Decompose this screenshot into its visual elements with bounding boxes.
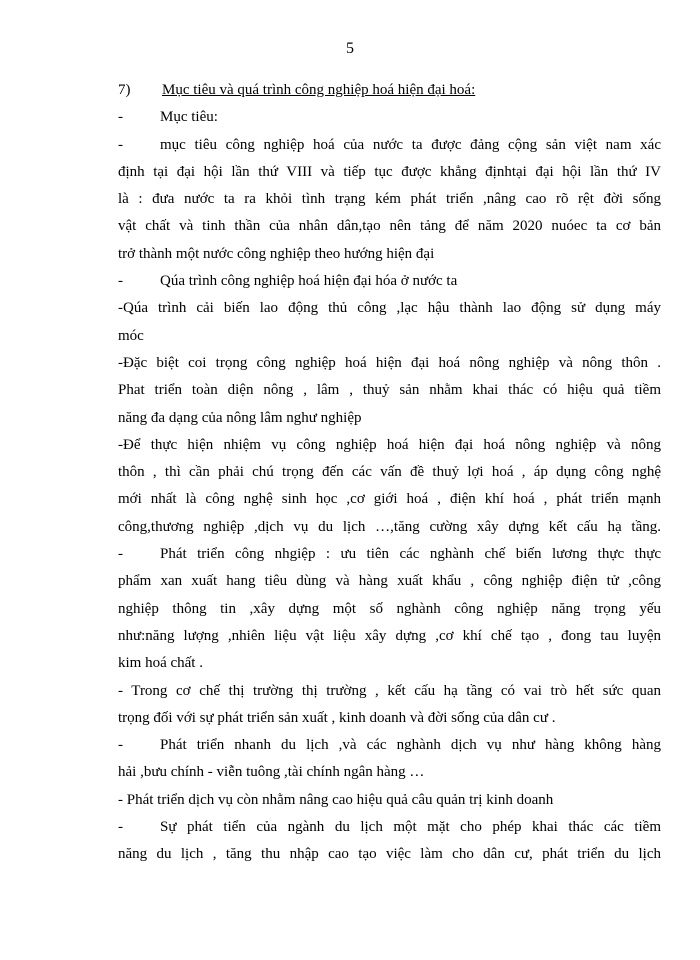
line-text: - Phát triển dịch vụ còn nhằm nâng cao hiệu quả câu quản trị kinh doanh — [118, 791, 554, 808]
section-heading — [118, 77, 661, 104]
text-line — [118, 596, 661, 623]
text-line — [118, 623, 661, 650]
line-text: Phat triển toàn diện nông , lâm , thuỷ sản nhằm khai thác có hiệu quả tiềm — [118, 382, 661, 399]
line-text: phẩm xan xuất hang tiêu dùng và hàng xuất khẩu , công nghiệp điện tử ,công — [118, 573, 661, 590]
text-line — [118, 514, 661, 541]
text-line — [118, 541, 661, 568]
text-line — [118, 186, 661, 213]
text-line — [118, 295, 661, 322]
text-line — [118, 787, 661, 814]
text-line — [118, 104, 661, 131]
list-dash: - — [118, 546, 123, 563]
text-line — [118, 268, 661, 295]
paragraph-lines — [118, 104, 661, 868]
line-text: Sự phát tiển của ngành du lịch một mặt cho phép khai thác các tiềm — [160, 819, 661, 836]
text-line — [118, 213, 661, 240]
text-line — [118, 241, 661, 268]
line-text: -Để thực hiện nhiệm vụ công nghiệp hoá hiện đại hoá nông nghiệp và nông — [118, 436, 661, 453]
list-dash: - — [118, 819, 123, 836]
list-dash: - — [118, 109, 123, 126]
text-line — [118, 841, 661, 868]
line-text: định tại đại hội lần thứ VIII và tiếp tục được khẳng địnhtại đại hội lần thứ IV — [118, 163, 661, 180]
text-line — [118, 377, 661, 404]
line-text: năng đa dạng của nông lâm nghư nghiệp — [118, 409, 362, 426]
line-text: -Đặc biệt coi trọng công nghiệp hoá hiện đại hoá nông nghiệp và nông thôn . — [118, 354, 661, 371]
line-text: thôn , thì cần phải chú trọng đến các vấn đề thuỷ lợi hoá , áp dụng công nghệ — [118, 464, 661, 481]
page-number: 5 — [346, 40, 354, 57]
line-text: mục tiêu công nghiệp hoá của nước ta được đảng cộng sản việt nam xác — [160, 136, 661, 153]
text-line — [118, 350, 661, 377]
line-text: như:năng lượng ,nhiên liệu vật liệu xây dựng ,cơ khí chế tạo , đong tau luyện — [118, 627, 661, 644]
text-line — [118, 459, 661, 486]
line-text: Qúa trình công nghiệp hoá hiện đại hóa ở nước ta — [160, 273, 458, 290]
line-text: vật chất và tinh thần của nhân dân,tạo nên tảng để năm 2020 nuóec ta cơ bản — [118, 218, 661, 235]
text-line — [118, 814, 661, 841]
line-text: năng du lịch , tăng thu nhập cao tạo việc làm cho dân cư, phát triển du lịch — [118, 846, 661, 863]
document-body — [118, 77, 661, 869]
text-line — [118, 132, 661, 159]
line-text: trở thành một nước công nghiệp theo hướng hiện đại — [118, 245, 435, 262]
text-line — [118, 405, 661, 432]
line-text: mới nhất là công nghệ sinh học ,cơ giới hoá , điện khí hoá , phát triển mạnh — [118, 491, 661, 508]
line-text: Mục tiêu: — [160, 109, 218, 126]
line-text: Phát triển nhanh du lịch ,và các nghành dịch vụ như hàng không hàng — [160, 737, 661, 754]
line-text: - Trong cơ chế thị trường thị trường , kết cấu hạ tầng có vai trò hết sức quan — [118, 682, 661, 699]
text-line — [118, 568, 661, 595]
line-text: công,thương nghiệp ,dịch vụ du lịch …,tăng cường xây dựng kết cấu hạ tầng. — [118, 518, 661, 535]
text-line — [118, 678, 661, 705]
section-title: Mục tiêu và quá trình công nghiệp hoá hiện đại hoá: — [162, 82, 476, 98]
list-dash: - — [118, 273, 123, 290]
line-text: hải ,bưu chính - viễn tuông ,tài chính ngân hàng … — [118, 764, 425, 781]
line-text: nghiệp thông tin ,xây dựng một số nghành công nghiệp năng trọng yếu — [118, 600, 661, 617]
line-text: móc — [118, 327, 144, 344]
text-line — [118, 432, 661, 459]
text-line — [118, 323, 661, 350]
text-line — [118, 759, 661, 786]
line-text: Phát triển công nhgiệp : ưu tiên các nghành chế biến lương thực thực — [160, 546, 661, 563]
text-line — [118, 159, 661, 186]
line-text: -Qúa trình cải biến lao động thủ công ,lạc hậu thành lao động sử dụng máy — [118, 300, 661, 317]
line-text: trọng đối với sự phát triển sản xuất , kinh doanh và đời sống của dân cư . — [118, 709, 556, 726]
text-line — [118, 486, 661, 513]
line-text: là : đưa nước ta ra khỏi tình trạng kém phát triển ,nâng cao rõ rệt đời sống — [118, 191, 661, 208]
section-number: 7) — [118, 82, 131, 98]
list-dash: - — [118, 737, 123, 754]
text-line — [118, 732, 661, 759]
list-dash: - — [118, 136, 123, 153]
line-text: kim hoá chất . — [118, 655, 203, 672]
text-line — [118, 650, 661, 677]
text-line — [118, 705, 661, 732]
